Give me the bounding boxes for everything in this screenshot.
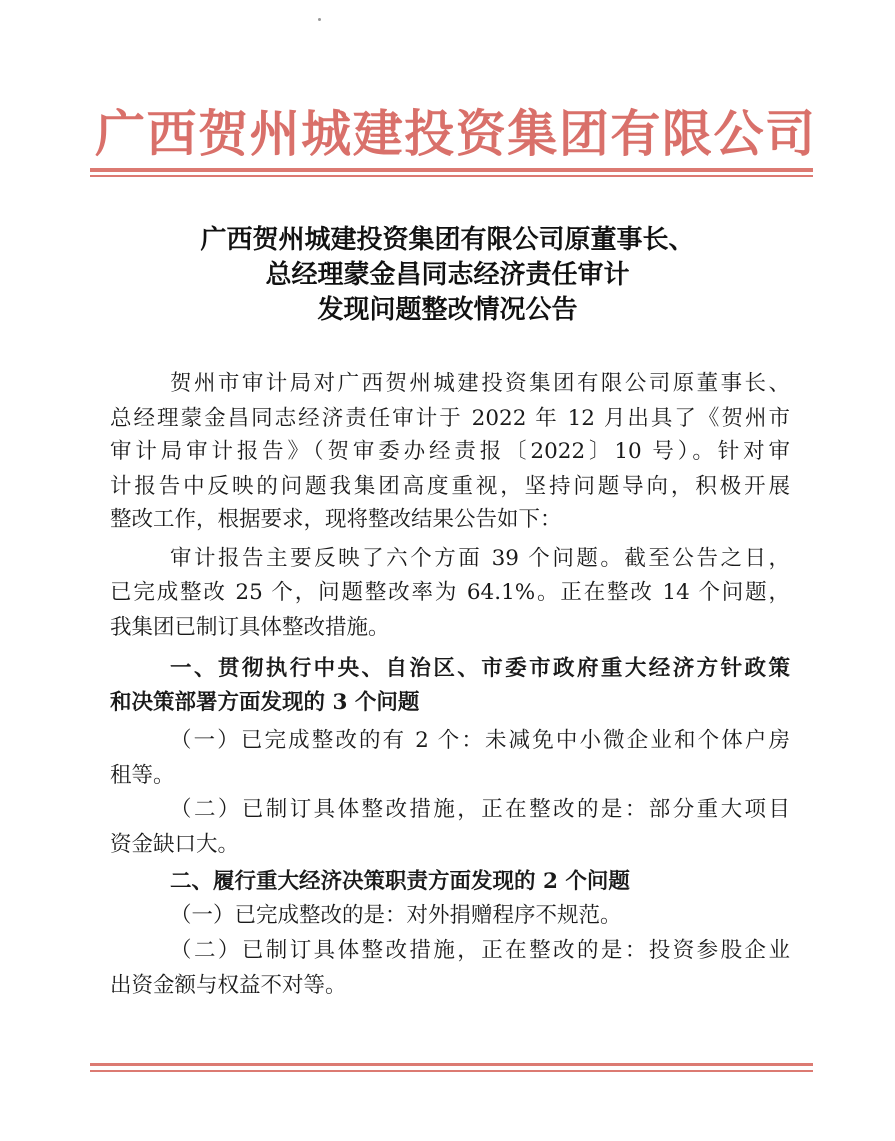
section-heading-line: 二、履行重大经济决策职责方面发现的 2 个问题 — [170, 869, 630, 894]
paragraph-line: 贺州市审计局对广西贺州城建投资集团有限公司原董事长、 — [170, 371, 790, 396]
paragraph-line: 审计局审计报告》（贺审委办经责报〔2022〕10 号）。针对审 — [110, 439, 790, 464]
paragraph-line: 审计报告主要反映了六个方面 39 个问题。截至公告之日， — [170, 546, 790, 571]
footer-rule-thick — [90, 1063, 813, 1066]
paragraph-line: 资金缺口大。 — [110, 832, 240, 857]
paragraph-line: （二）已制订具体整改措施，正在整改的是：部分重大项目 — [170, 797, 790, 822]
section-heading-line: 和决策部署方面发现的 3 个问题 — [110, 690, 420, 715]
paragraph-line: 整改工作，根据要求，现将整改结果公告如下： — [110, 507, 562, 532]
letterhead-rule-thin — [90, 175, 813, 177]
paragraph-line: 租等。 — [110, 763, 175, 788]
document-title-line-1: 广西贺州城建投资集团有限公司原董事长、 — [200, 225, 695, 255]
paragraph-line: 出资金额与权益不对等。 — [110, 973, 347, 998]
section-heading-line: 一、贯彻执行中央、自治区、市委市政府重大经济方针政策 — [170, 656, 790, 681]
paragraph-line: 我集团已制订具体整改措施。 — [110, 615, 390, 640]
document-title-line-2: 总经理蒙金昌同志经济责任审计 — [265, 260, 630, 290]
paragraph-line: 总经理蒙金昌同志经济责任审计于 2022 年 12 月出具了《贺州市 — [110, 406, 790, 431]
letterhead-org-name: 广西贺州城建投资集团有限公司 — [95, 104, 815, 163]
letterhead-rule-thick — [90, 168, 813, 172]
scan-speck — [318, 18, 321, 21]
paragraph-line: （一）已完成整改的是：对外捐赠程序不规范。 — [170, 903, 622, 928]
paragraph-line: （二）已制订具体整改措施，正在整改的是：投资参股企业 — [170, 938, 790, 963]
paragraph-line: （一）已完成整改的有 2 个：未减免中小微企业和个体户房 — [170, 728, 790, 753]
paragraph-line: 计报告中反映的问题我集团高度重视，坚持问题导向，积极开展 — [110, 474, 790, 499]
paragraph-line: 已完成整改 25 个，问题整改率为 64.1%。正在整改 14 个问题， — [110, 580, 790, 605]
document-title-line-3: 发现问题整改情况公告 — [317, 295, 578, 325]
footer-rule-thin — [90, 1070, 813, 1072]
